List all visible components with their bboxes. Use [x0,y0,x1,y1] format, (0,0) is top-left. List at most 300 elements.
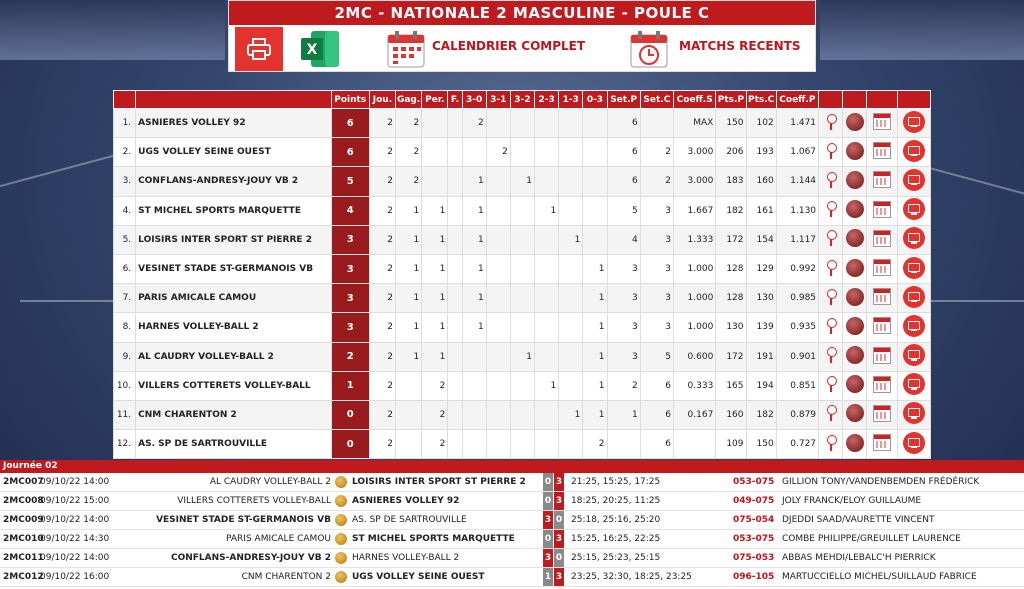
video-icon[interactable] [897,196,930,225]
stat-s30: 1 [462,167,486,196]
home-team: AL CAUDRY VOLLEY-BALL 2 [209,477,331,487]
match-date: 09/10/22 16:00 [40,572,110,582]
home-team: PARIS AMICALE CAMOU [226,534,331,544]
away-score: 3 [554,473,564,491]
stat-s23 [535,225,559,254]
stat-s30: 1 [462,284,486,313]
stat-ptsp: 130 [716,313,746,342]
total-points: 049-075 [733,496,775,506]
stat-f [448,138,462,167]
stat-j: 2 [369,225,395,254]
home-score: 0 [543,530,553,548]
stat-ptsc: 194 [746,371,776,400]
stat-g [396,430,422,459]
stat-g: 1 [396,254,422,283]
team-logo-icon[interactable] [843,284,867,313]
rank: 7. [114,284,136,313]
away-score: 3 [554,492,564,510]
col-header: Coeff.S [674,91,716,109]
away-team: ASNIERES VOLLEY 92 [352,496,460,506]
stat-s30: 1 [462,225,486,254]
stat-ptsc: 102 [746,109,776,138]
calendar-icon[interactable] [867,225,897,254]
calendar-icon[interactable] [867,138,897,167]
match-date: 09/10/22 14:00 [40,515,110,525]
court-line [931,300,1024,302]
calendar-icon[interactable] [867,371,897,400]
stat-setp: 3 [607,254,640,283]
stat-s32 [510,138,534,167]
stat-j: 2 [369,400,395,429]
referees: JOLY FRANCK/ELOY GUILLAUME [782,496,922,506]
stat-s23 [535,400,559,429]
stat-s13 [559,284,583,313]
stat-setp: 3 [607,284,640,313]
total-points: 053-075 [733,534,775,544]
team-name[interactable]: UGS VOLLEY SEINE OUEST [136,138,331,167]
stat-ptsc: 154 [746,225,776,254]
stat-s31 [486,225,510,254]
map-pin-icon[interactable] [819,313,843,342]
video-header [897,91,930,109]
stat-s23 [535,284,559,313]
stat-coefs: 0.600 [674,342,716,371]
stat-s13 [559,342,583,371]
stat-setc: 5 [640,342,673,371]
stat-j: 2 [369,109,395,138]
stat-pts: 4 [331,196,369,225]
team-logo-icon[interactable] [843,138,867,167]
stat-g: 1 [396,225,422,254]
team-logo-icon[interactable] [843,196,867,225]
home-team: VESINET STADE ST-GERMANOIS VB [156,515,331,525]
team-name[interactable]: VILLERS COTTERETS VOLLEY-BALL [136,371,331,400]
stat-s30 [462,400,486,429]
standings-row [114,430,931,459]
stat-s30: 1 [462,254,486,283]
rank: 6. [114,254,136,283]
stat-setc: 3 [640,225,673,254]
stat-setc: 2 [640,167,673,196]
standings-row [114,225,931,254]
stat-setp: 6 [607,167,640,196]
stat-ptsp: 206 [716,138,746,167]
stat-s31 [486,371,510,400]
stat-p: 1 [422,196,448,225]
stat-s32 [510,254,534,283]
stat-p: 1 [422,342,448,371]
stat-g: 1 [396,196,422,225]
stat-setc [640,109,673,138]
stat-setc: 6 [640,430,673,459]
col-header: Gag. [396,91,422,109]
stat-ptsc: 130 [746,284,776,313]
stat-pts: 0 [331,400,369,429]
team-logo-icon[interactable] [843,254,867,283]
home-score: 3 [543,549,553,567]
video-icon[interactable] [897,342,930,371]
away-team: HARNES VOLLEY-BALL 2 [352,553,460,563]
stat-p: 2 [422,430,448,459]
calendar-header [867,91,897,109]
background-decoration [0,0,225,60]
stat-s03: 1 [583,313,607,342]
stat-pts: 6 [331,109,369,138]
stat-s32: 1 [510,167,534,196]
home-score: 1 [543,568,553,586]
col-header: 2-3 [535,91,559,109]
stat-f [448,225,462,254]
team-name[interactable]: LOISIRS INTER SPORT ST PIERRE 2 [136,225,331,254]
calendar-icon[interactable] [867,430,897,459]
stat-s03 [583,167,607,196]
stat-coefs: 0.167 [674,400,716,429]
stat-ptsp: 160 [716,400,746,429]
stat-p: 2 [422,400,448,429]
stat-s30 [462,430,486,459]
stat-setc: 3 [640,196,673,225]
ball-header [843,91,867,109]
set-scores: 15:25, 16:25, 22:25 [571,534,661,544]
total-points: 075-053 [733,553,775,563]
rank: 9. [114,342,136,371]
volleyball-icon [335,514,347,526]
match-code[interactable]: 2MC011 [3,553,44,563]
standings-row [114,371,931,400]
stat-f [448,109,462,138]
stat-s23 [535,342,559,371]
map-pin-icon[interactable] [819,167,843,196]
referees: GILLION TONY/VANDENBEMDEN FRÉDÉRICK [782,477,980,487]
stat-g: 1 [396,313,422,342]
stat-coefp: 0.851 [776,371,818,400]
video-icon[interactable] [897,313,930,342]
stat-coefs: 3.000 [674,167,716,196]
stat-s23 [535,167,559,196]
calendar-icon[interactable] [867,167,897,196]
stat-coefp: 0.992 [776,254,818,283]
stat-coefs: 0.333 [674,371,716,400]
stat-p: 2 [422,371,448,400]
stat-p: 1 [422,284,448,313]
journee-header: Journée 02 [0,460,1024,473]
team-name[interactable]: HARNES VOLLEY-BALL 2 [136,313,331,342]
header-panel [228,0,816,72]
stat-s32 [510,196,534,225]
rank: 11. [114,400,136,429]
stat-ptsp: 172 [716,225,746,254]
stat-ptsp: 165 [716,371,746,400]
stat-coefs: 1.000 [674,254,716,283]
standings-row [114,109,931,138]
team-logo-icon[interactable] [843,167,867,196]
team-logo-icon[interactable] [843,430,867,459]
volleyball-icon [335,571,347,583]
video-icon[interactable] [897,109,930,138]
stat-j: 2 [369,167,395,196]
stat-s23: 1 [535,196,559,225]
stat-pts: 3 [331,254,369,283]
stat-j: 2 [369,313,395,342]
stat-s23 [535,430,559,459]
rank: 3. [114,167,136,196]
stat-setc: 2 [640,138,673,167]
calendar-clock-icon[interactable] [629,29,669,69]
total-points: 075-054 [733,515,775,525]
match-date: 09/10/22 15:00 [40,496,110,506]
stat-setp: 3 [607,342,640,371]
stat-s30 [462,342,486,371]
team-logo-icon[interactable] [843,109,867,138]
stat-pts: 3 [331,313,369,342]
referees: COMBE PHILIPPE/GREUILLET LAURENCE [782,534,961,544]
map-pin-icon[interactable] [819,430,843,459]
match-code[interactable]: 2MC008 [3,496,44,506]
rank: 8. [114,313,136,342]
col-header: 1-3 [559,91,583,109]
stat-ptsp: 150 [716,109,746,138]
stat-pts: 1 [331,371,369,400]
stat-ptsc: 161 [746,196,776,225]
recent-matches-link[interactable]: MATCHS RECENTS [679,39,801,53]
set-scores: 23:25, 32:30, 18:25, 23:25 [571,572,692,582]
standings-row [114,284,931,313]
stat-coefp: 0.727 [776,430,818,459]
calendar-link[interactable]: CALENDRIER COMPLET [432,39,586,53]
team-name[interactable]: AS. SP DE SARTROUVILLE [136,430,331,459]
stat-j: 2 [369,254,395,283]
stat-coefs: 1.000 [674,313,716,342]
stat-g: 2 [396,138,422,167]
col-header: Jou. [369,91,395,109]
court-line [20,300,113,302]
calendar-icon[interactable] [867,342,897,371]
team-logo-icon[interactable] [843,342,867,371]
stat-setc: 6 [640,371,673,400]
rank: 1. [114,109,136,138]
stat-coefp: 1.117 [776,225,818,254]
rank-header [114,91,136,109]
col-header: 3-2 [510,91,534,109]
stat-s32 [510,284,534,313]
map-pin-icon[interactable] [819,138,843,167]
stat-j: 2 [369,284,395,313]
stat-pts: 3 [331,225,369,254]
stat-s30 [462,138,486,167]
excel-export-button[interactable] [299,29,341,69]
stat-f [448,254,462,283]
stat-setc: 6 [640,400,673,429]
team-name[interactable]: CNM CHARENTON 2 [136,400,331,429]
stat-s13 [559,196,583,225]
stat-s30: 1 [462,196,486,225]
video-icon[interactable] [897,284,930,313]
stat-s23 [535,313,559,342]
stat-ptsc: 191 [746,342,776,371]
calendar-icon[interactable] [867,196,897,225]
map-pin-icon[interactable] [819,371,843,400]
col-header: 3-1 [486,91,510,109]
stat-p [422,109,448,138]
stat-p: 1 [422,254,448,283]
stat-coefp: 0.901 [776,342,818,371]
col-header: Points [331,91,369,109]
stat-setp: 1 [607,400,640,429]
stat-setp: 5 [607,196,640,225]
stat-s31 [486,196,510,225]
video-icon[interactable] [897,167,930,196]
match-code[interactable]: 2MC012 [3,572,44,582]
volleyball-icon [335,495,347,507]
stat-coefp: 1.067 [776,138,818,167]
team-header [136,91,331,109]
stat-g: 2 [396,109,422,138]
total-points: 096-105 [733,572,775,582]
map-pin-icon[interactable] [819,225,843,254]
stat-s31: 2 [486,138,510,167]
home-score: 3 [543,511,553,529]
stat-coefp: 0.985 [776,284,818,313]
calendar-icon[interactable] [867,254,897,283]
stat-pts: 2 [331,342,369,371]
stat-pts: 0 [331,430,369,459]
stat-s03: 1 [583,371,607,400]
stat-s31 [486,313,510,342]
map-pin-icon[interactable] [819,109,843,138]
match-code[interactable]: 2MC007 [3,477,44,487]
stat-f [448,167,462,196]
stat-setc: 3 [640,284,673,313]
stat-s32 [510,371,534,400]
stat-j: 2 [369,138,395,167]
col-header: Set.C [640,91,673,109]
stat-ptsp: 128 [716,254,746,283]
stat-coefs: 1.000 [674,284,716,313]
stat-f [448,371,462,400]
stat-ptsp: 172 [716,342,746,371]
team-name[interactable]: CONFLANS-ANDRESY-JOUY VB 2 [136,167,331,196]
video-icon[interactable] [897,430,930,459]
total-points: 053-075 [733,477,775,487]
col-header: 0-3 [583,91,607,109]
map-header [819,91,843,109]
video-icon[interactable] [897,254,930,283]
stat-s31 [486,342,510,371]
video-icon[interactable] [897,371,930,400]
away-team: ST MICHEL SPORTS MARQUETTE [352,534,515,544]
team-logo-icon[interactable] [843,313,867,342]
stat-pts: 3 [331,284,369,313]
stat-p: 1 [422,225,448,254]
team-name[interactable]: ST MICHEL SPORTS MARQUETTE [136,196,331,225]
home-score: 0 [543,492,553,510]
stat-s23 [535,254,559,283]
stat-ptsc: 193 [746,138,776,167]
away-score: 0 [554,511,564,529]
stat-s03: 2 [583,430,607,459]
standings-row [114,138,931,167]
stat-s03 [583,109,607,138]
team-name[interactable]: VESINET STADE ST-GERMANOIS VB [136,254,331,283]
stat-s03: 1 [583,284,607,313]
stat-s32 [510,109,534,138]
stat-setp: 3 [607,313,640,342]
team-name[interactable]: AL CAUDRY VOLLEY-BALL 2 [136,342,331,371]
stat-s23 [535,109,559,138]
match-code[interactable]: 2MC010 [3,534,44,544]
stat-s30 [462,371,486,400]
stat-ptsp: 128 [716,284,746,313]
stat-setp: 6 [607,138,640,167]
video-icon[interactable] [897,400,930,429]
stat-setp: 4 [607,225,640,254]
stat-f [448,430,462,459]
map-pin-icon[interactable] [819,254,843,283]
svg-text:X: X [306,42,318,58]
home-team: CNM CHARENTON 2 [241,572,331,582]
team-logo-icon[interactable] [843,400,867,429]
volleyball-icon [335,552,347,564]
stat-ptsc: 139 [746,313,776,342]
match-row [0,568,1024,587]
video-icon[interactable] [897,225,930,254]
stat-coefs: MAX [674,109,716,138]
team-name[interactable]: ASNIERES VOLLEY 92 [136,109,331,138]
map-pin-icon[interactable] [819,196,843,225]
rank: 5. [114,225,136,254]
print-button[interactable] [235,27,283,71]
rank: 12. [114,430,136,459]
printer-icon [246,37,272,61]
stat-s13 [559,313,583,342]
team-logo-icon[interactable] [843,371,867,400]
stat-s30: 2 [462,109,486,138]
page-title: 2MC - NATIONALE 2 MASCULINE - POULE C [229,1,815,25]
stat-s31 [486,254,510,283]
team-logo-icon[interactable] [843,225,867,254]
stat-ptsc: 182 [746,400,776,429]
away-score: 0 [554,549,564,567]
stat-s31 [486,284,510,313]
calendar-icon[interactable] [867,400,897,429]
col-header: Pts.P [716,91,746,109]
team-name[interactable]: PARIS AMICALE CAMOU [136,284,331,313]
stat-setp [607,430,640,459]
calendar-icon[interactable] [386,29,426,69]
stat-p [422,138,448,167]
calendar-icon[interactable] [867,313,897,342]
stat-g: 2 [396,167,422,196]
col-header: F. [448,91,462,109]
map-pin-icon[interactable] [819,284,843,313]
calendar-icon[interactable] [867,284,897,313]
stat-s03 [583,225,607,254]
stat-s31 [486,430,510,459]
away-team: LOISIRS INTER SPORT ST PIERRE 2 [352,477,526,487]
video-icon[interactable] [897,138,930,167]
map-pin-icon[interactable] [819,400,843,429]
stat-s13: 1 [559,225,583,254]
stat-j: 2 [369,196,395,225]
match-code[interactable]: 2MC009 [3,515,44,525]
referees: DJEDDI SAAD/VAURETTE VINCENT [782,515,935,525]
calendar-icon[interactable] [867,109,897,138]
col-header: Pts.C [746,91,776,109]
map-pin-icon[interactable] [819,342,843,371]
stat-g: 1 [396,342,422,371]
stat-p: 1 [422,313,448,342]
stat-s13 [559,138,583,167]
